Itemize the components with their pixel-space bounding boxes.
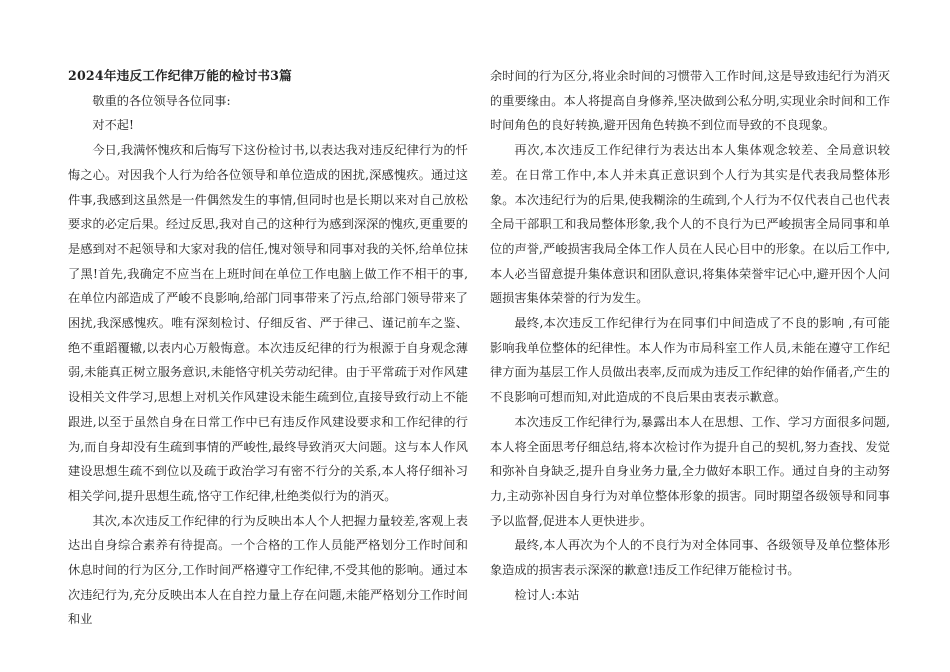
- body-paragraph: 本次违反工作纪律行为,暴露出本人在思想、工作、学习方面很多问题,本人将全面思考仔细总结,将本次检讨作为提升自己的契机,努力查找、发觉和弥补自身缺乏,提升自身业务力量,全力做好本职工作。通过自身的主动努力,主动弥补因自身行为对单位整体形象的损害。同时期望各级领导和同事予以监督,促进本人更快进步。: [490, 414, 890, 528]
- left-column: [68, 64, 468, 632]
- salutation: 敬重的各位领导各位同事:: [92, 93, 231, 108]
- body-paragraph: 最终,本次违反工作纪律行为在同事们中间造成了不良的影响 ,有可能影响我单位整体的纪律性。本人作为市局科室工作人员,未能在遵守工作纪律方面为基层工作人员做出表率,反而成为违反工作纪律的始作俑者,产生的不良影响可想而知,对此造成的不良后果由衷表示歉意。: [490, 316, 890, 405]
- apology-line: 对不起!: [92, 118, 134, 133]
- body-paragraph: 今日,我满怀愧疚和后悔写下这份检讨书,以表达我对违反纪律行为的忏悔之心。对因我个人行为给各位领导和单位造成的困扰,深感愧疚。通过这件事,我感到这虽然是一件偶然发生的事情,但同时也是长期以来对自己放松要求的必定后果。经过反思,我对自己的这种行为感到深深的愧疚,更重要的是感到对不起领导和大家对我的信任,愧对领导和同事对我的关怀,给单位抹了黑!首先,我确定不应当在上班时间在单位工作电脑上做工作不相干的事,在单位内部造成了严峻不良影响,给部门同事带来了污点,给部门领导带来了困扰,我深感愧疚。唯有深刻检讨、仔细反省、严于律己、谨记前车之鉴、绝不重蹈覆辙,以表内心万般悔意。本次违反纪律的行为根源于自身观念薄弱,未能真正树立服务意识,未能恪守机关劳动纪律。由于平常疏于对作风建设相关文件学习,思想上对机关作风建设未能生疏到位,直接导致行动上不能跟进,以至于虽然自身在日常工作中已有违反作风建设要求和工作纪律的行为,而自身却没有生疏到事情的严峻性,最终导致消灭大问题。这与本人作风建设思想生疏不到位以及疏于政治学习有密不行分的关系,本人将仔细补习相关学问,提升思想生疏,恪守工作纪律,杜绝类似行为的消灭。: [68, 143, 468, 503]
- body-paragraph: 再次,本次违反工作纪律行为表达出本人集体观念较差、全局意识较差。在日常工作中,本人并未真正意识到个人行为其实是代表我局整体形象。本次违纪行为的后果,使我糊涂的生疏到,个人行为不仅代表自己也代表全局干部职工和我局整体形象,我个人的不良行为已严峻损害全局同事和单位的声誉,严峻损害我局全体工作人员在人民心目中的形象。在以后工作中,本人必当留意提升集体意识和团队意识,将集体荣誉牢记心中,避开因个人问题损害集体荣誉的行为发生。: [490, 143, 890, 306]
- right-column: [490, 64, 890, 607]
- body-paragraph: 其次,本次违反工作纪律的行为反映出本人个人把握力量较差,客观上表达出自身综合素养有待提高。一个合格的工作人员能严格划分工作时间和休息时间的行为区分,工作时间严格遵守工作纪律,不受其他的影响。通过本次违纪行为,充分反映出本人在自控力量上存在问题,未能严格划分工作时间和业: [68, 513, 468, 627]
- document-title: 2024年违反工作纪律万能的检讨书3篇: [68, 68, 292, 83]
- body-paragraph-continued: 余时间的行为区分,将业余时间的习惯带入工作时间,这是导致违纪行为消灭的重要缘由。本人将提高自身修养,坚决做到公私分明,实现业余时间和工作时间角色的良好转换,避开因角色转换不到位而导致的不良现象。: [490, 69, 890, 133]
- body-paragraph: 最终,本人再次为个人的不良行为对全体同事、各级领导及单位整体形象造成的损害表示深深的歉意!违反工作纪律万能检讨书。: [490, 538, 890, 578]
- signature-line: 检讨人:本站: [514, 587, 580, 602]
